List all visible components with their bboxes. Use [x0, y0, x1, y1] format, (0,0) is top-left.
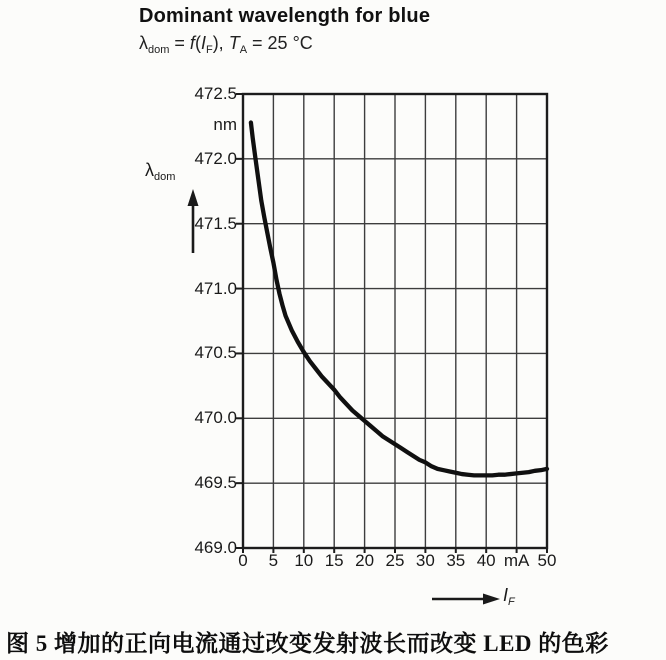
y-tick-label: 471.5	[194, 213, 237, 233]
subtitle-part: F	[205, 44, 213, 56]
subtitle-part: dom	[148, 44, 170, 56]
subtitle-part: (	[194, 33, 201, 53]
x-tick-label: 20	[355, 551, 375, 570]
lambda-subscript: dom	[154, 171, 176, 183]
y-tick-label: 469.5	[194, 473, 237, 493]
data-curve	[251, 123, 547, 476]
x-tick-label: 40	[476, 551, 496, 570]
y-tick-label: 470.0	[194, 408, 237, 428]
subtitle-part: I	[200, 33, 206, 53]
lambda-symbol: λ	[145, 160, 154, 180]
y-axis-unit-label: nm	[213, 115, 237, 134]
y-tick-label: 472.0	[194, 148, 237, 168]
x-tick-label: 50	[537, 551, 557, 570]
chart-title: Dominant wavelength for blue	[139, 5, 431, 27]
x-axis-symbol-label	[503, 585, 515, 608]
y-tick-label: 472.5	[194, 84, 237, 103]
figure-caption: 图 5 增加的正向电流通过改变发射波长而改变 LED 的色彩	[6, 631, 609, 656]
subtitle-part: = 25 °C	[247, 33, 313, 53]
subtitle-part: f	[189, 33, 195, 53]
y-tick-label: 471.0	[194, 278, 237, 298]
subtitle-part: ),	[212, 33, 229, 53]
subtitle-part: λ	[139, 33, 148, 53]
x-tick-label: 25	[385, 551, 405, 570]
x-tick-label: 30	[415, 551, 435, 570]
x-tick-label: 10	[294, 551, 314, 570]
y-tick-label: 469.0	[194, 538, 237, 557]
x-tick-label: mA	[503, 551, 530, 570]
chart-subtitle	[139, 33, 313, 56]
subtitle-part: T	[228, 33, 240, 53]
plot-area	[243, 94, 547, 548]
x-tick-label: 0	[238, 551, 248, 570]
y-tick-label: 470.5	[194, 343, 237, 363]
right-arrow-icon	[431, 591, 501, 607]
x-tick-label: 35	[446, 551, 466, 570]
current-symbol: I	[503, 585, 509, 605]
subtitle-part: A	[239, 44, 248, 56]
x-tick-label: 15	[324, 551, 344, 570]
x-tick-label: 5	[268, 551, 279, 570]
subtitle-part: =	[169, 33, 190, 53]
current-subscript: F	[508, 596, 515, 608]
